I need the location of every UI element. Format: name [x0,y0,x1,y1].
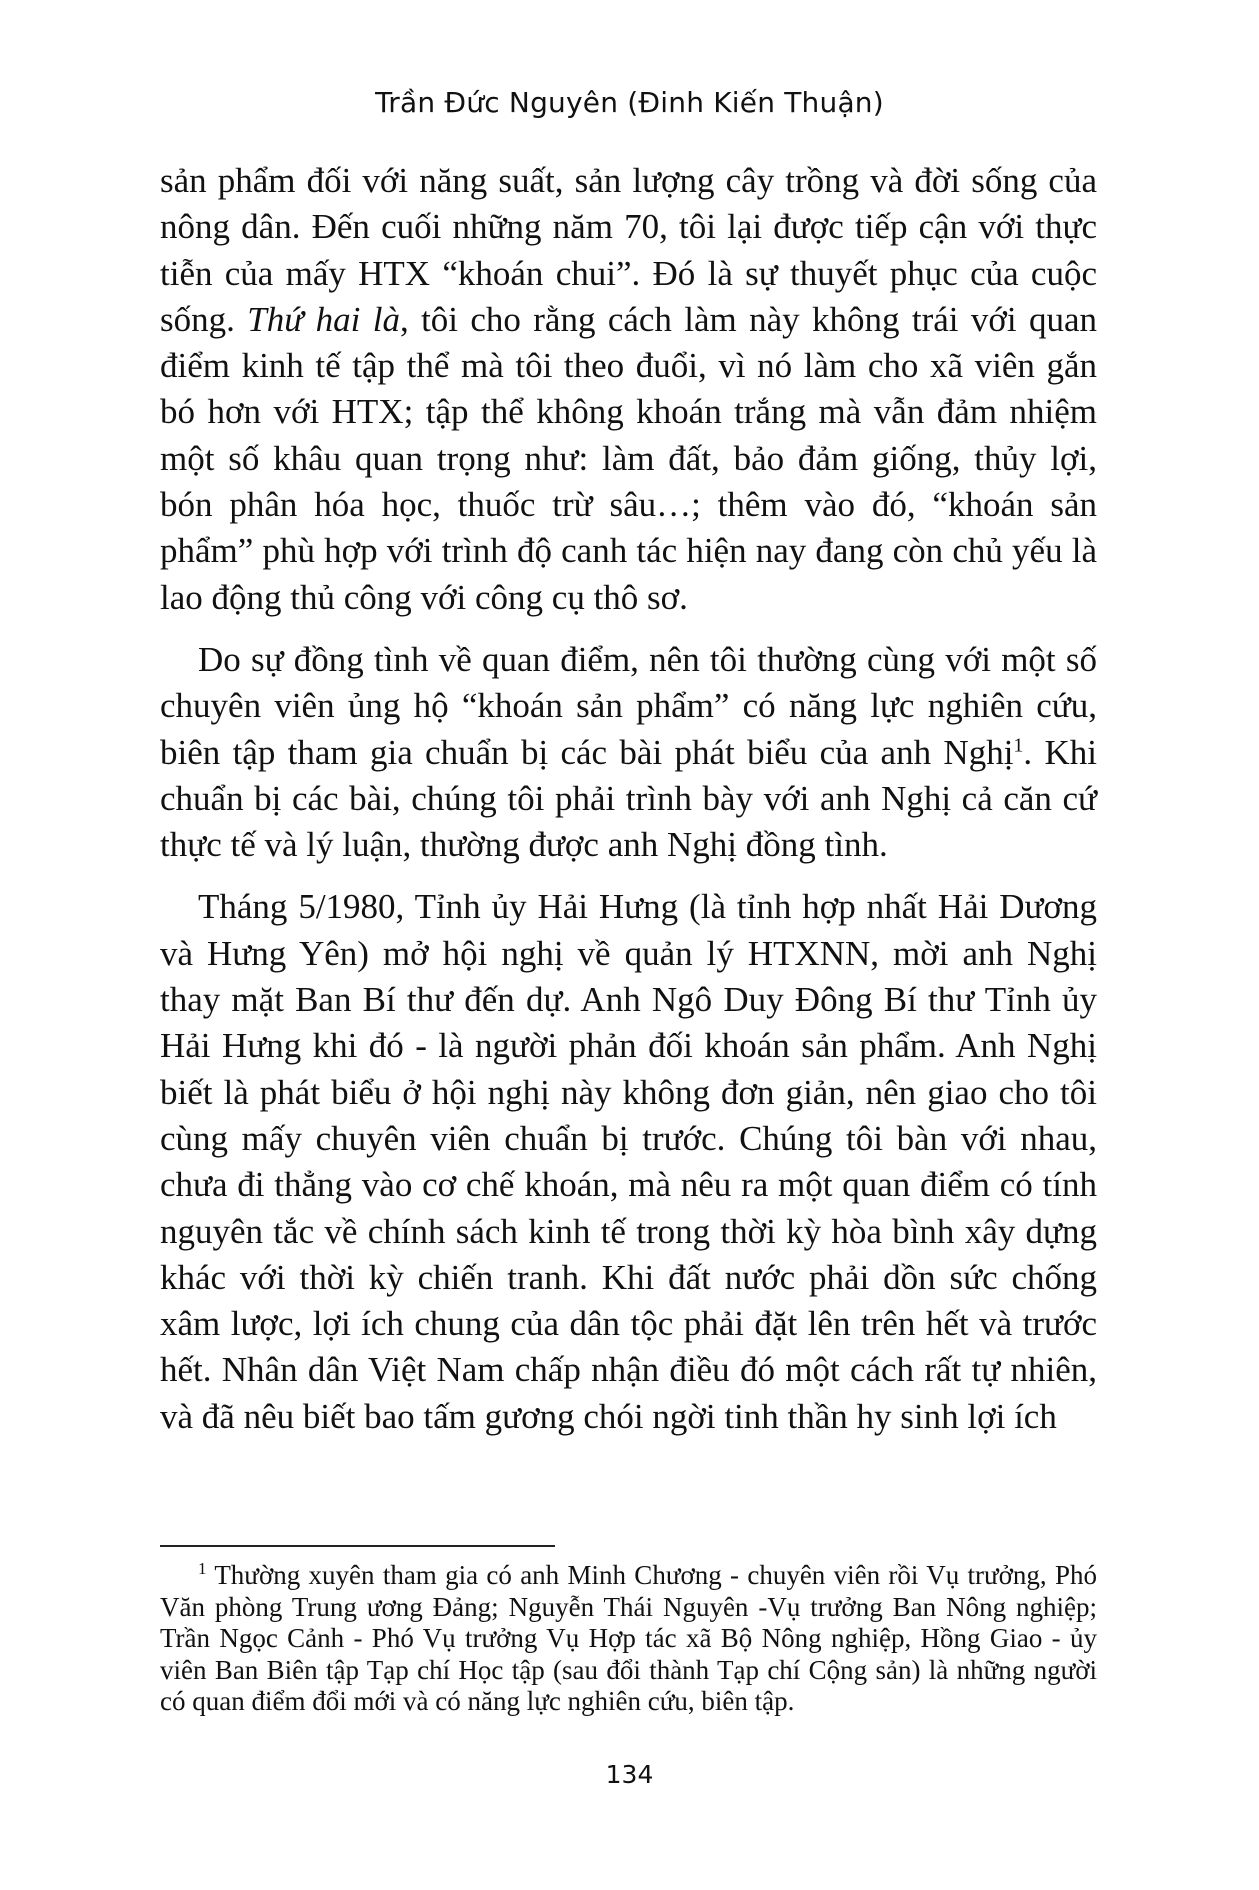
paragraph-1-italic: Thứ hai là [247,299,400,339]
paragraph-1-text-b: , tôi cho rằng cách làm này không trái với quan điểm kinh tế tập thể mà tôi theo đuổi, vì nó làm cho xã viên gắn bó hơn với HTX; tập thể không khoán trắng mà vẫn đảm nhiệm một số khâu quan trọng như: làm đất, bảo đảm giống, thủy lợi, bón phân hóa học, thuốc trừ sâu…; thêm vào đó, “khoán sản phẩm” phù hợp với trình độ canh tác hiện nay đang còn chủ yếu là lao động thủ công với công cụ thô sơ. [160,299,1098,617]
footnote-number: 1 [198,1559,207,1578]
footnote [160,1560,1097,1718]
paragraph-3: Tháng 5/1980, Tỉnh ủy Hải Hưng (là tỉnh hợp nhất Hải Dương và Hưng Yên) mở hội nghị về quản lý HTXNN, mời anh Nghị thay mặt Ban Bí thư đến dự. Anh Ngô Duy Đông Bí thư Tỉnh ủy Hải Hưng khi đó - là người phản đối khoán sản phẩm. Anh Nghị biết là phát biểu ở hội nghị này không đơn giản, nên giao cho tôi cùng mấy chuyên viên chuẩn bị trước. Chúng tôi bàn với nhau, chưa đi thẳng vào cơ chế khoán, mà nêu ra một quan điểm có tính nguyên tắc về chính sách kinh tế trong thời kỳ hòa bình xây dựng khác với thời kỳ chiến tranh. Khi đất nước phải dồn sức chống xâm lược, lợi ích chung của dân tộc phải đặt lên trên hết và trước hết. Nhân dân Việt Nam chấp nhận điều đó một cách rất tự nhiên, và đã nêu biết bao tấm gương chói ngời tinh thần hy sinh lợi ích [160,887,1097,1436]
paragraph-2-text-a: Do sự đồng tình về quan điểm, nên tôi thường cùng với một số chuyên viên ủng hộ “khoán sản phẩm” có năng lực nghiên cứu, biên tập tham gia chuẩn bị các bài phát biểu của anh Nghị [160,639,1097,772]
footnote-divider [160,1545,555,1547]
paragraph-1-text-a: sản phẩm đối với năng suất, sản lượng cây trồng và đời sống của nông dân. Đến cuối những năm 70, tôi lại được tiếp cận với thực tiễn của mấy HTX “khoán chui”. Đó là sự thuyết phục của cuộc sống. [160,161,1097,339]
page-number: 134 [605,1760,654,1789]
running-header: Trần Đức Nguyên (Đinh Kiến Thuận) [375,86,884,119]
paragraph-2-text-b: . Khi chuẩn bị các bài, chúng tôi phải trình bày với anh Nghị cả căn cứ thực tế và lý luận, thường được anh Nghị đồng tình. [160,732,1097,865]
footnote-reference: 1 [1013,733,1024,756]
footnote-text: Thường xuyên tham gia có anh Minh Chương - chuyên viên rồi Vụ trưởng, Phó Văn phòng Trung ương Đảng; Nguyễn Thái Nguyên -Vụ trưởng Ban Nông nghiệp; Trần Ngọc Cảnh - Phó Vụ trưởng Vụ Hợp tác xã Bộ Nông nghiệp, Hồng Giao - ủy viên Ban Biên tập Tạp chí Học tập (sau đổi thành Tạp chí Cộng sản) là những người có quan điểm đổi mới và có năng lực nghiên cứu, biên tập. [160,1560,1097,1716]
paragraph-1 [160,158,1097,621]
body-text [160,158,1097,1440]
paragraph-2 [160,637,1097,868]
